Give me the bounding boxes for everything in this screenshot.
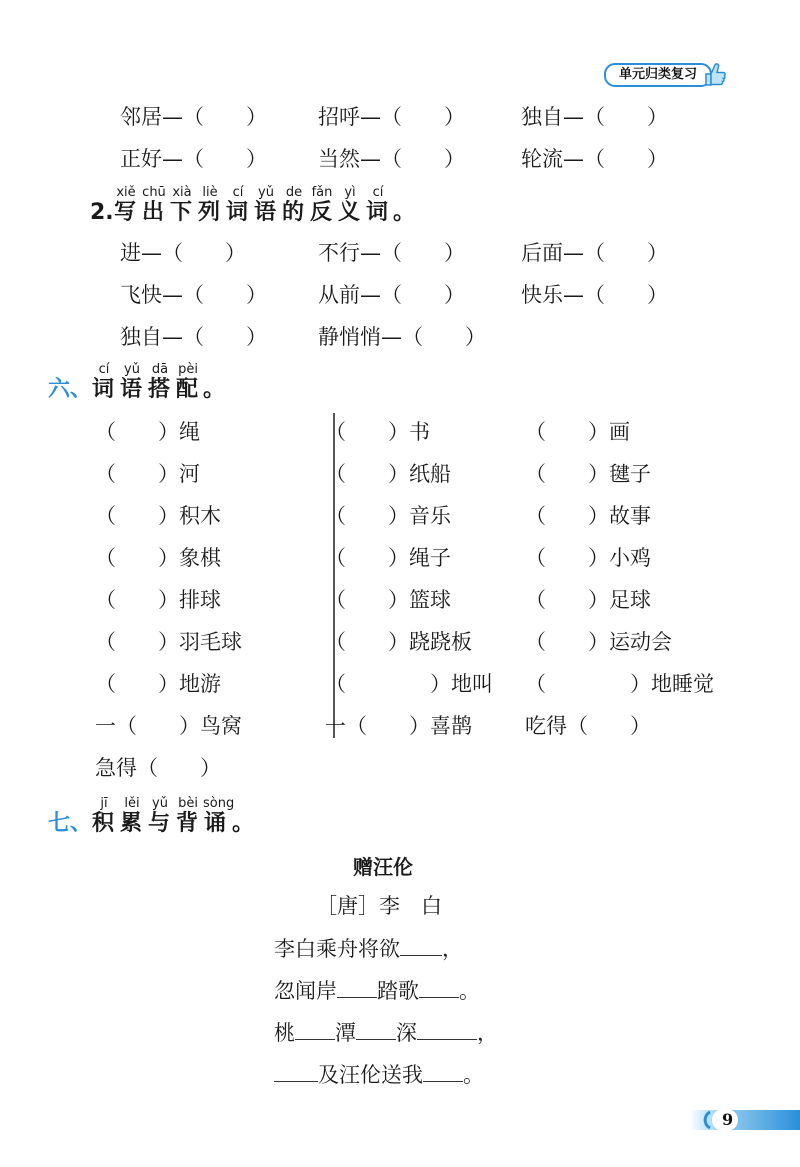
hanzi: 义 [338,200,361,225]
pinyin: cí [232,185,244,200]
match-item: （ ）绳 [95,420,200,444]
section-number: 六、 [48,377,93,402]
q1-item: 邻居—（ ） [120,105,267,129]
hanzi: 累 [120,811,143,836]
pinyin: jī [100,796,108,811]
answer-blank[interactable] [274,1061,318,1082]
q1-item: 招呼—（ ） [318,105,465,129]
hanzi: 词 [92,377,115,402]
q2-item: 静悄悄—（ ） [318,325,486,349]
match-item: （ ）象棋 [95,546,221,570]
poem-text: 忽闻岸 [274,979,337,1003]
answer-blank[interactable] [419,977,459,998]
match-item: （ ）排球 [95,588,221,612]
hanzi: 写 [114,200,137,225]
poem-text: 潭 [335,1021,356,1045]
pinyin: chū [142,185,166,200]
q1-item: 独自—（ ） [521,105,668,129]
match-item: （ ）地叫 [325,672,493,696]
match-item: （ ）足球 [525,588,651,612]
match-item: （ ）毽子 [525,462,651,486]
match-item: （ ）积木 [95,504,221,528]
pinyin: de [285,185,303,200]
pinyin: pèi [178,362,198,377]
match-item: （ ）地游 [95,672,221,696]
poem-title: 赠汪伦 [353,855,413,879]
q2-item: 从前—（ ） [318,283,465,307]
hanzi: 语 [120,377,143,402]
match-item: 一（ ）鸟窝 [95,714,242,738]
poem-line [274,1019,498,1046]
hanzi: 。 [203,377,226,402]
pinyin: cí [98,362,110,377]
poem-author: ［唐］李 白 [316,894,442,918]
match-item: （ ）运动会 [525,630,672,654]
pinyin: cí [372,185,384,200]
hanzi: 语 [254,200,277,225]
hanzi: 的 [282,200,305,225]
hanzi: 配 [176,377,199,402]
match-item: （ ）故事 [525,504,651,528]
q1-item: 正好—（ ） [120,147,267,171]
hanzi: 列 [198,200,221,225]
poem-text: 桃 [274,1021,295,1045]
q2-item: 独自—（ ） [120,325,267,349]
hanzi: 出 [142,200,165,225]
poem-punct: 。 [459,979,480,1003]
page-number-bar [690,1108,800,1132]
poem-punct: ， [477,1021,498,1045]
q2-item: 进—（ ） [120,241,246,265]
poem-text: 深 [396,1021,417,1045]
pinyin: bèi [178,796,198,811]
match-item: （ ）地睡觉 [525,672,714,696]
hanzi: 积 [92,811,115,836]
q2-item: 后面—（ ） [521,241,668,265]
hanzi: 反 [310,200,333,225]
pinyin: xiě [116,185,136,200]
answer-blank[interactable] [417,1019,477,1040]
page-number: 9 [722,1110,734,1129]
match-item: 一（ ）喜鹊 [325,714,472,738]
pinyin: dā [151,362,169,377]
match-item: 吃得（ ） [525,714,651,738]
q1-item: 当然—（ ） [318,147,465,171]
poem-text: 踏歌 [377,979,419,1003]
hanzi: 词 [366,200,389,225]
poem-line [274,977,480,1004]
hanzi: 。 [232,811,255,836]
hanzi: 下 [170,200,193,225]
poem-line [274,935,463,962]
poem-text: 及汪伦送我 [318,1063,423,1087]
answer-blank[interactable] [295,1019,335,1040]
pinyin: fǎn [311,185,333,200]
match-item: （ ）纸船 [325,462,451,486]
pinyin: yì [344,185,356,200]
answer-blank[interactable] [400,935,442,956]
pinyin: sòng [203,796,235,811]
pinyin: xià [172,185,192,200]
match-item: （ ）音乐 [325,504,451,528]
poem-punct: 。 [463,1063,484,1087]
answer-blank[interactable] [356,1019,396,1040]
hanzi: 搭 [148,377,171,402]
match-item: （ ）跷跷板 [325,630,472,654]
hanzi: 与 [148,811,171,836]
hanzi: 词 [226,200,249,225]
thumbs-up-icon [702,60,728,88]
answer-blank[interactable] [337,977,377,998]
q2-number: 2. [90,200,114,225]
pinyin: yǔ [152,796,168,811]
pinyin: yǔ [258,185,274,200]
match-item: 急得（ ） [95,756,221,780]
section-number: 七、 [48,811,93,836]
match-item: （ ）河 [95,462,200,486]
match-item: （ ）书 [325,420,430,444]
match-item: （ ）画 [525,420,630,444]
match-item: （ ）绳子 [325,546,451,570]
answer-blank[interactable] [423,1061,463,1082]
pinyin: lěi [124,796,140,811]
match-item: （ ）羽毛球 [95,630,242,654]
pinyin: yǔ [124,362,140,377]
poem-punct: ， [442,937,463,961]
hanzi: 背 [176,811,199,836]
unit-review-badge: 单元归类复习 [604,63,712,87]
match-item: （ ）篮球 [325,588,451,612]
q2-item: 飞快—（ ） [120,283,267,307]
q2-item: 不行—（ ） [318,241,465,265]
q1-item: 轮流—（ ） [521,147,668,171]
hanzi: 。 [393,200,416,225]
pinyin: liè [202,185,218,200]
poem-text: 李白乘舟将欲 [274,937,400,961]
poem-line [274,1061,484,1088]
hanzi: 诵 [204,811,227,836]
q2-item: 快乐—（ ） [521,283,668,307]
match-item: （ ）小鸡 [525,546,651,570]
